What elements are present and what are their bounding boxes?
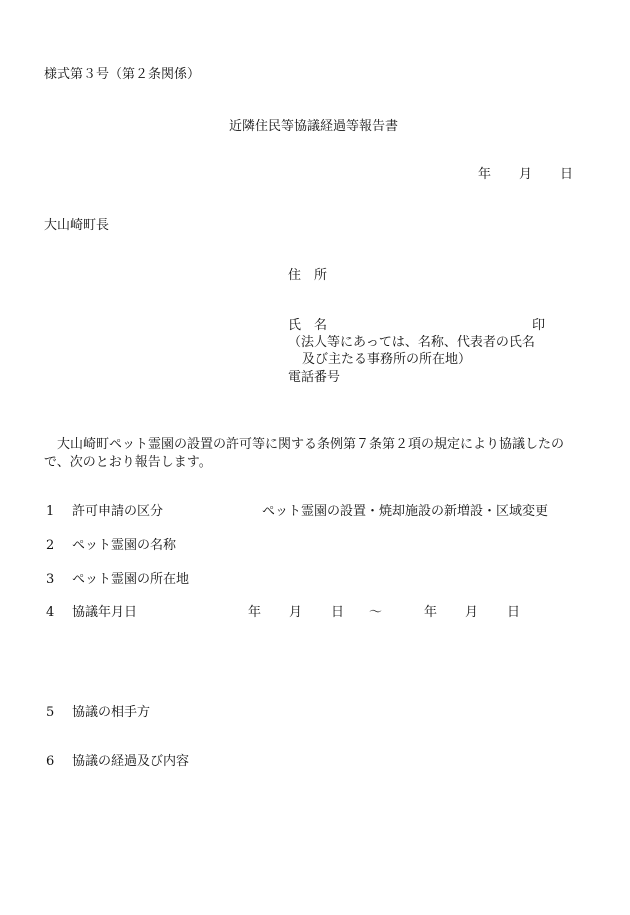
item-1-label: 許可申請の区分: [72, 504, 164, 519]
period-end-year: 年: [424, 605, 438, 620]
address-label: 住 所: [288, 268, 328, 283]
date-month-label: 月: [519, 167, 533, 182]
document-title: 近隣住民等協議経過等報告書: [229, 119, 399, 134]
item-5-label: 協議の相手方: [72, 705, 151, 720]
period-start-month: 月: [289, 605, 303, 620]
period-start-day: 日: [331, 605, 345, 620]
item-1-number: 1: [46, 504, 55, 519]
item-4-label: 協議年月日: [72, 605, 138, 620]
name-label: 氏 名: [288, 318, 328, 333]
period-start-year: 年: [248, 605, 262, 620]
item-1-value: ペット霊園の設置・焼却施設の新増設・区域変更: [262, 504, 549, 519]
item-2-number: 2: [46, 538, 55, 553]
item-6-label: 協議の経過及び内容: [72, 754, 190, 769]
addressee: 大山崎町長: [44, 218, 110, 233]
seal-mark: 印: [532, 318, 546, 333]
item-6-number: 6: [46, 754, 55, 769]
corporation-note-line-2: 及び主たる事務所の所在地）: [302, 352, 472, 367]
date-day-label: 日: [560, 167, 574, 182]
item-5-number: 5: [46, 705, 55, 720]
period-tilde: ～: [369, 605, 383, 620]
report-body-text: 大山崎町ペット霊園の設置の許可等に関する条例第７条第２項の規定により協議したので、次のとおり報告します。: [44, 437, 565, 470]
form-number: 様式第３号（第２条関係）: [44, 67, 201, 82]
corporation-note-line-1: （法人等にあっては、名称、代表者の氏名: [288, 335, 535, 350]
period-end-day: 日: [507, 605, 521, 620]
item-3-label: ペット霊園の所在地: [72, 572, 190, 587]
item-2-label: ペット霊園の名称: [72, 538, 177, 553]
item-3-number: 3: [46, 572, 55, 587]
period-end-month: 月: [465, 605, 479, 620]
item-4-number: 4: [46, 605, 55, 620]
phone-label: 電話番号: [288, 370, 341, 385]
date-year-label: 年: [478, 167, 492, 182]
